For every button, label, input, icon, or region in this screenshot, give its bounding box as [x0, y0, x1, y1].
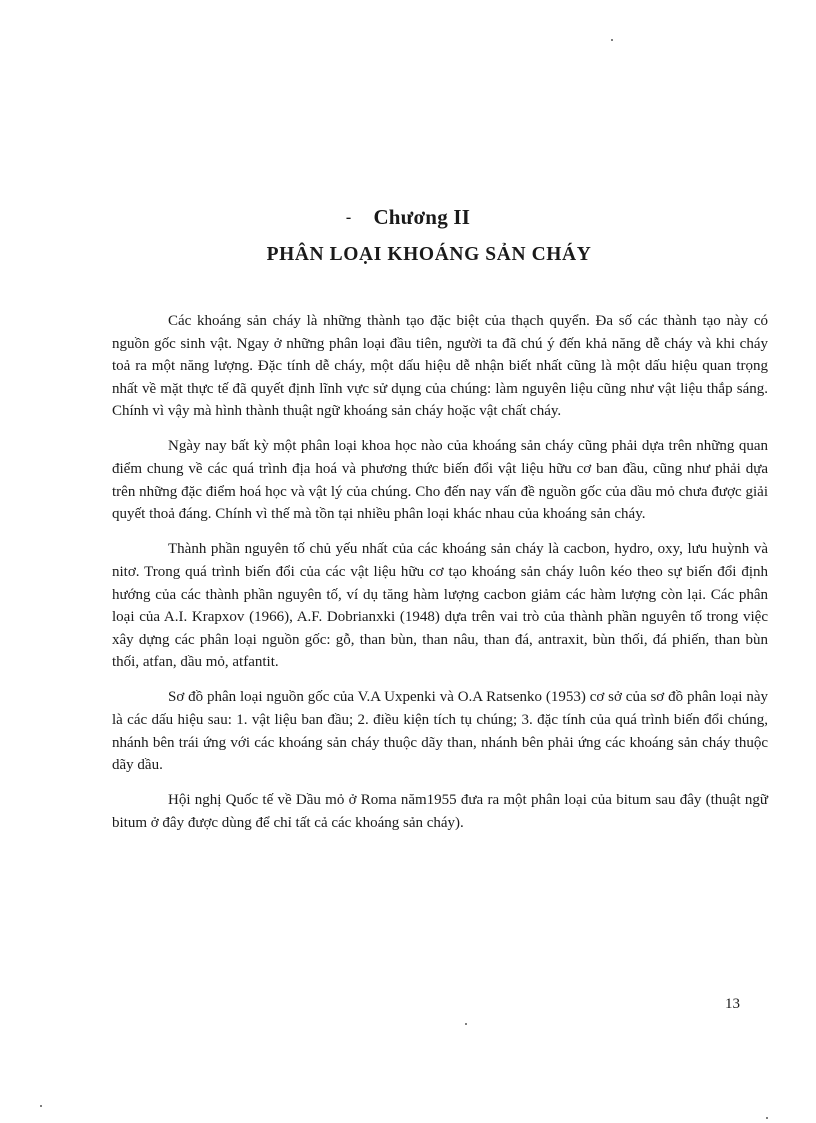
- page-number: 13: [725, 996, 740, 1012]
- scan-speck: [40, 1105, 42, 1107]
- scan-speck: [611, 39, 613, 41]
- scan-speck: [766, 1117, 768, 1119]
- paragraph-3: Thành phần nguyên tố chủ yếu nhất của các khoáng sản cháy là cacbon, hydro, oxy, lưu huỳnh và nitơ. Trong quá trình biến đổi của các vật liệu hữu cơ tạo khoáng sản cháy luôn kéo theo sự biến đổi định hướng của các thành phần nguyên tố, ví dụ tăng hàm lượng cacbon giảm các hàm lượng còn lại. Các phân loại của A.I. Krapxov (1966), A.F. Dobrianxki (1948) dựa trên vai trò của thành phần nguyên tố trong việc xây dựng các phân loại nguồn gốc: gỗ, than bùn, than nâu, than đá, antraxit, bùn thối, đá phiến, than bùn thối, atfan, dầu mỏ, atfantit.: [112, 541, 768, 671]
- paragraph-4: Sơ đồ phân loại nguồn gốc của V.A Uxpenki và O.A Ratsenko (1953) cơ sở của sơ đồ phân loại này là các dấu hiệu sau: 1. vật liệu ban đầu; 2. điều kiện tích tụ chúng; 3. đặc tính của quá trình biến đổi chúng, nhánh bên trái ứng với các khoáng sản cháy thuộc dãy than, nhánh bên phải ứng các khoáng sản cháy thuộc dãy dầu.: [112, 689, 768, 774]
- chapter-label: [0, 205, 816, 230]
- chapter-label-text: Chương II: [373, 205, 471, 229]
- paragraph-5: Hội nghị Quốc tế về Dầu mỏ ở Roma năm1955 đưa ra một phân loại của bitum sau đây (thuật ngữ bitum ở đây được dùng để chỉ tất cả các khoáng sản cháy).: [112, 792, 768, 831]
- chapter-bullet: -: [345, 209, 352, 226]
- paragraph-2: Ngày nay bất kỳ một phân loại khoa học nào của khoáng sản cháy cũng phải dựa trên những quan điểm chung về các quá trình địa hoá và phương thức biến đổi vật liệu hữu cơ ban đầu, cũng như phải dựa trên những đặc điểm hoá học và vật lý của chúng. Cho đến nay vấn đề nguồn gốc của dầu mỏ chưa được giải quyết thoả đáng. Chính vì thế mà tồn tại nhiều phân loại khác nhau của khoáng sản cháy.: [112, 438, 768, 523]
- scan-speck: [465, 1023, 467, 1025]
- chapter-title: PHÂN LOẠI KHOÁNG SẢN CHÁY: [266, 244, 592, 265]
- paragraph-1: Các khoáng sản cháy là những thành tạo đặc biệt của thạch quyển. Đa số các thành tạo này có nguồn gốc sinh vật. Ngay ở những phân loại đầu tiên, người ta đã chú ý đến khả năng dễ cháy và khi cháy toả ra một năng lượng. Đặc tính dễ cháy, một dấu hiệu dễ nhận biết nhất cũng là một dấu hiệu quan trọng nhất về mặt thực tế đã quyết định lĩnh vực sử dụng của chúng: làm nguyên liệu cũng như vật liệu thắp sáng. Chính vì vậy mà hình thành thuật ngữ khoáng sản cháy hoặc vật chất cháy.: [112, 313, 768, 420]
- body-text: [112, 310, 768, 847]
